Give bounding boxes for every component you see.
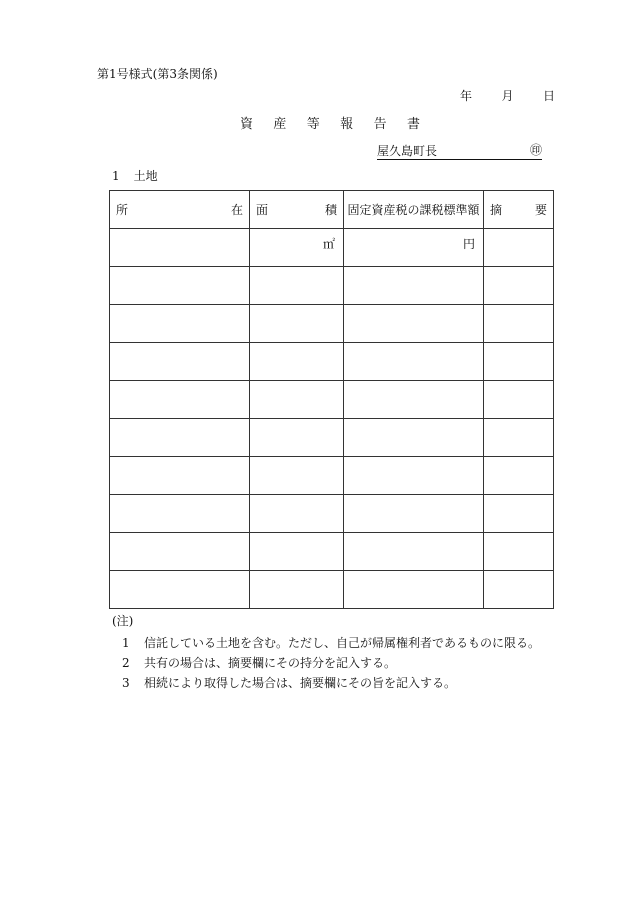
remarks-cell[interactable] [484,419,554,457]
remarks-cell[interactable] [484,533,554,571]
table-row [110,571,554,609]
remarks-cell[interactable] [484,457,554,495]
note-number: 2 [122,656,130,670]
location-cell[interactable] [110,343,250,381]
note-number: 1 [122,636,130,650]
date-line [460,90,555,102]
table-row [110,229,554,267]
location-cell[interactable] [110,229,250,267]
location-cell[interactable] [110,571,250,609]
note-number: 3 [122,676,130,690]
note-text: 信託している土地を含む。ただし、自己が帰属権利者であるものに限る。 [144,636,541,650]
year-label: 年 [460,89,473,103]
area-cell[interactable] [250,381,344,419]
location-cell[interactable] [110,381,250,419]
area-cell[interactable] [250,457,344,495]
area-cell[interactable] [250,229,344,267]
location-cell[interactable] [110,267,250,305]
location-cell[interactable] [110,419,250,457]
section-number: 1 [112,169,120,183]
month-label: 月 [501,89,514,103]
form-number: 第1号様式(第3条関係) [97,67,218,81]
header-char: 面 [256,203,269,217]
remarks-cell[interactable] [484,571,554,609]
area-cell[interactable] [250,267,344,305]
note-item [122,677,456,689]
area-cell[interactable] [250,495,344,533]
note-item [122,637,540,649]
header-char: 積 [324,203,337,217]
addressee-name: 屋久島町長 [377,144,438,158]
table-header-row [110,191,554,229]
header-char: 要 [534,203,547,217]
title-char: 告 [373,117,387,132]
area-cell[interactable] [250,305,344,343]
title-char: 書 [406,117,420,132]
title-char: 産 [273,117,287,132]
remarks-cell[interactable] [484,305,554,343]
tax-value-cell[interactable] [344,533,484,571]
document-title [240,118,420,131]
tax-value-cell[interactable] [344,419,484,457]
notes-heading: (注) [112,614,134,628]
header-char: 摘 [490,203,503,217]
tax-unit: 円 [462,237,475,251]
header-char: 在 [230,203,243,217]
section-label: 土地 [133,169,158,183]
header-location [110,191,250,229]
tax-value-cell[interactable] [344,381,484,419]
section-heading [112,170,158,182]
tax-value-cell[interactable] [344,571,484,609]
seal-mark: ㊞ [529,143,542,157]
table-row [110,343,554,381]
table-row [110,533,554,571]
area-cell[interactable] [250,533,344,571]
remarks-cell[interactable] [484,495,554,533]
area-cell[interactable] [250,343,344,381]
tax-value-cell[interactable] [344,495,484,533]
location-cell[interactable] [110,495,250,533]
header-tax-value: 固定資産税の課税標準額 [344,191,484,229]
title-char: 資 [240,117,254,132]
header-area [250,191,344,229]
location-cell[interactable] [110,305,250,343]
day-label: 日 [542,89,555,103]
remarks-cell[interactable] [484,267,554,305]
note-text: 共有の場合は、摘要欄にその持分を記入する。 [144,656,397,670]
land-table [109,190,554,609]
title-char: 報 [340,117,354,132]
addressee-line [377,145,542,160]
table-row [110,457,554,495]
tax-value-cell[interactable] [344,229,484,267]
table-row [110,419,554,457]
area-cell[interactable] [250,571,344,609]
table-row [110,305,554,343]
table-row [110,267,554,305]
header-remarks [484,191,554,229]
remarks-cell[interactable] [484,229,554,267]
note-item [122,657,396,669]
remarks-cell[interactable] [484,343,554,381]
location-cell[interactable] [110,533,250,571]
table-row [110,381,554,419]
location-cell[interactable] [110,457,250,495]
table-row [110,495,554,533]
tax-value-cell[interactable] [344,267,484,305]
area-unit: ㎡ [322,237,335,251]
title-char: 等 [306,117,320,132]
tax-value-cell[interactable] [344,305,484,343]
area-cell[interactable] [250,419,344,457]
note-text: 相続により取得した場合は、摘要欄にその旨を記入する。 [144,676,457,690]
tax-value-cell[interactable] [344,457,484,495]
tax-value-cell[interactable] [344,343,484,381]
header-char: 所 [116,203,129,217]
remarks-cell[interactable] [484,381,554,419]
